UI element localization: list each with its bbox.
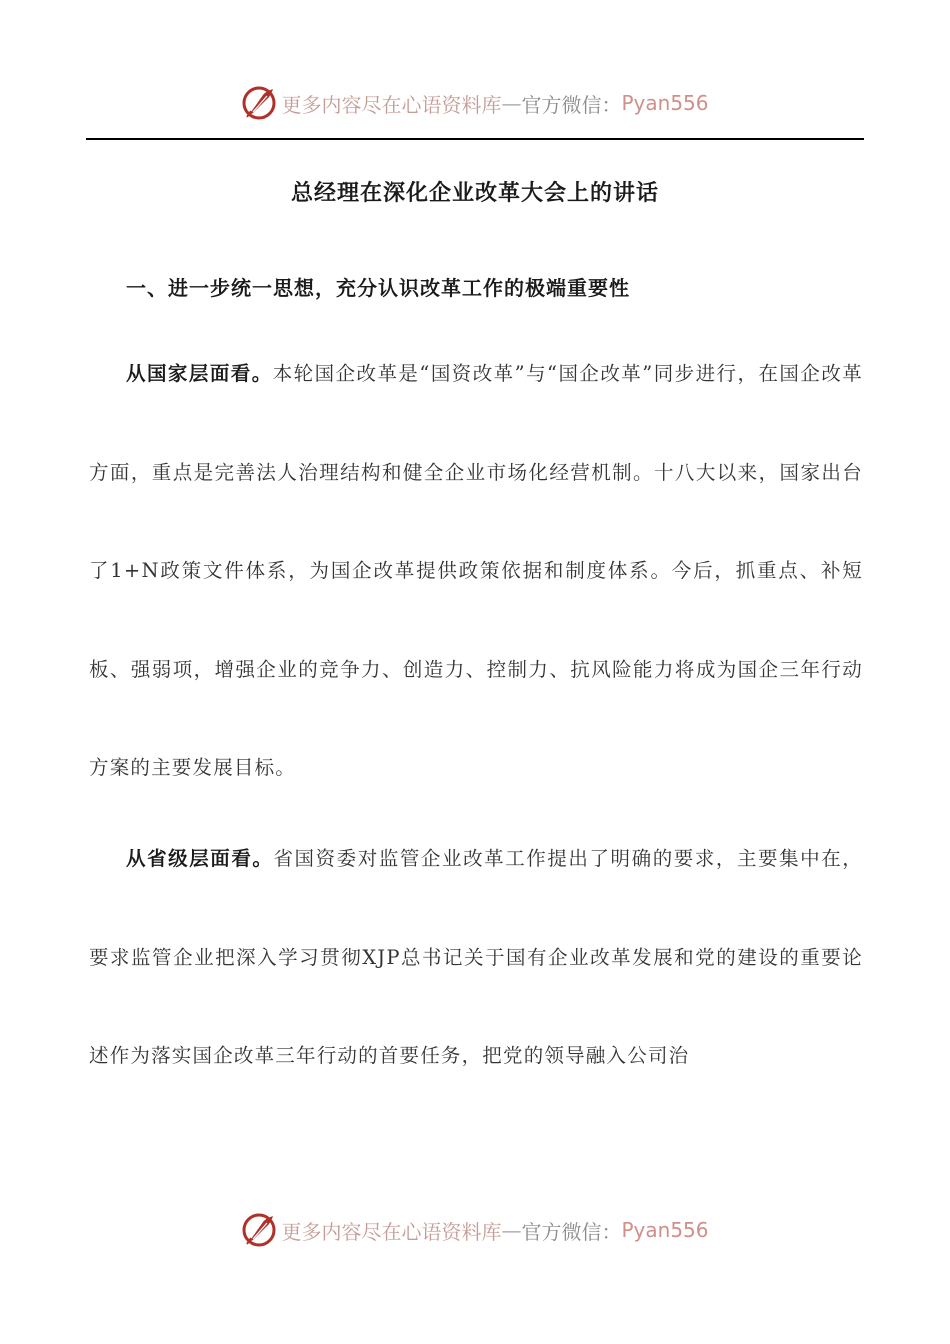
watermark-dash: — [501, 1218, 522, 1242]
section-heading: 一、进一步统一思想，充分认识改革工作的极端重要性 [126, 276, 630, 300]
paragraph-provincial-level [89, 810, 863, 1106]
paragraph-lead: 从国家层面看。 [126, 362, 273, 385]
watermark-wechat-label: 官方微信： [521, 92, 622, 117]
paragraph-lead: 从省级层面看。 [126, 847, 274, 870]
document-title: 总经理在深化企业改革大会上的讲话 [290, 180, 659, 206]
watermark-wechat-id: Pyan556 [621, 1218, 709, 1242]
paragraph-body: 省国资委对监管企业改革工作提出了明确的要求，主要集中在，要求监管企业把深入学习贯彻XJP总书记关于国有企业改革发展和党的建设的重要论述作为落实国企改革三年行动的首要任务，把党的领导融入公司治 [89, 847, 863, 1068]
watermark-site-text: 更多内容尽在心语资料库 [281, 92, 502, 117]
paragraph-body: 本轮国企改革是“国资改革”与“国企改革”同步进行，在国企改革方面，重点是完善法人治理结构和健全企业市场化经营机制。十八大以来，国家出台了1+N政策文件体系，为国企改革提供政策依据和制度体系。今后，抓重点、补短板、强弱项，增强企业的竞争力、创造力、控制力、抗风险能力将成为国企三年行动方案的主要发展目标。 [89, 362, 863, 780]
watermark-dash: — [501, 91, 522, 115]
paragraph-national-level [89, 325, 863, 818]
header-divider [86, 138, 864, 140]
quill-pen-logo-icon [241, 85, 277, 121]
quill-pen-logo-icon [241, 1212, 277, 1248]
watermark-wechat-id: Pyan556 [621, 91, 709, 115]
footer-watermark [0, 1208, 950, 1252]
header-watermark [0, 81, 950, 125]
watermark-site-text: 更多内容尽在心语资料库 [281, 1219, 502, 1244]
watermark-wechat-label: 官方微信： [521, 1219, 622, 1244]
